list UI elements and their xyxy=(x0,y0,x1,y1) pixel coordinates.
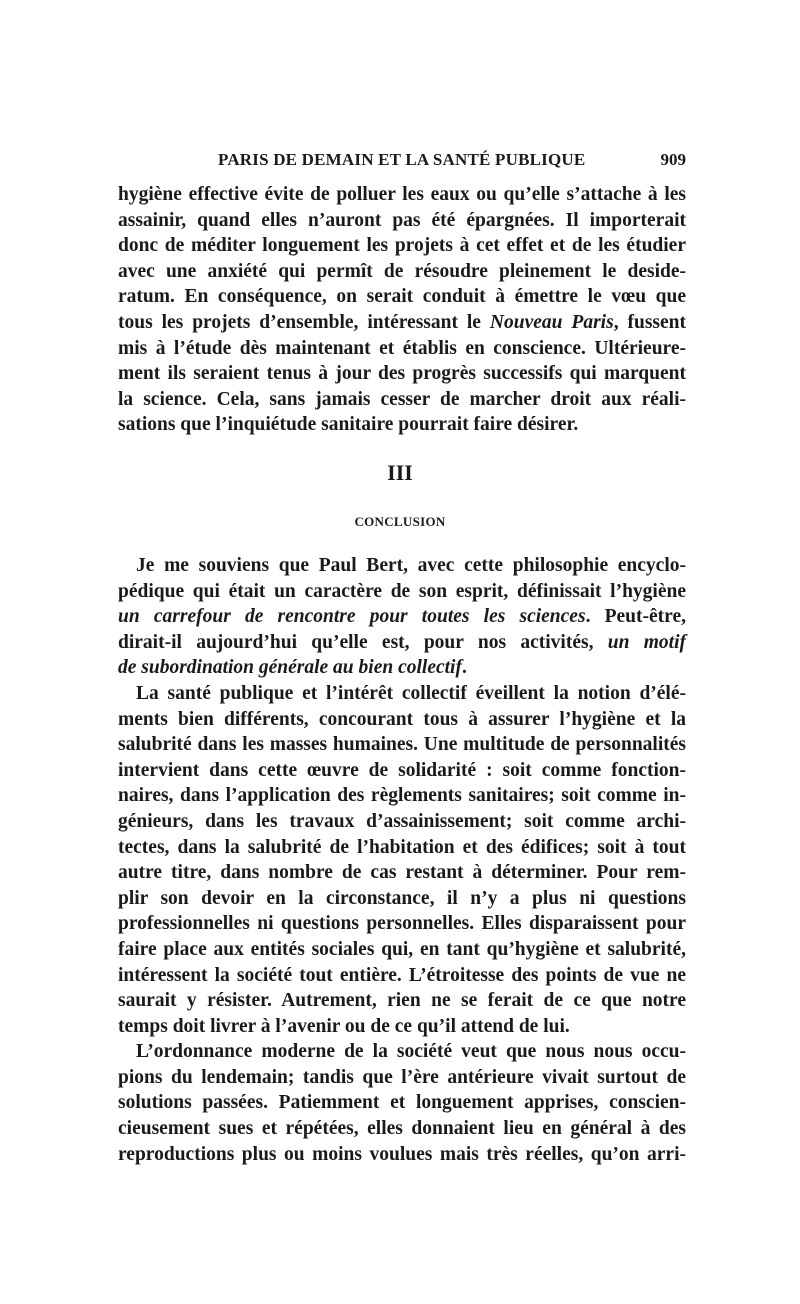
italic-phrase: un motif xyxy=(607,631,686,653)
section-number: III xyxy=(387,460,413,485)
italic-phrase: de subordination générale au bien collectif xyxy=(118,657,462,679)
body-paragraph-continued xyxy=(118,182,686,438)
text-line: intéressent la société tout entière. L’étroitesse des points de vue ne xyxy=(118,964,686,986)
text-line: donc de méditer longuement les projets à cet effet et de les étudier xyxy=(118,235,686,257)
text-line: la science. Cela, sans jamais cesser de marcher droit aux réali- xyxy=(118,388,686,410)
text-line: plir son devoir en la circonstance, il n’y a plus ni questions xyxy=(118,887,686,909)
text-line: hygiène effective évite de polluer les eaux ou qu’elle s’attache à les xyxy=(118,184,686,205)
text-line: génieurs, dans les travaux d’assainissement; soit comme archi- xyxy=(118,810,686,832)
text-line: pions du lendemain; tandis que l’ère antérieure vivait surtout de xyxy=(118,1066,686,1088)
text-line: ments bien différents, concourant tous à assurer l’hygiène et la xyxy=(118,708,686,730)
text-line: assainir, quand elles n’auront pas été épargnées. Il importerait xyxy=(118,209,686,231)
text-line: de subordination générale au bien collectif. xyxy=(118,657,467,679)
italic-phrase: un carrefour de rencontre pour toutes les sciences xyxy=(118,606,586,628)
text-line: naires, dans l’application des règlements sanitaires; soit comme in- xyxy=(118,785,686,807)
text-line: faire place aux entités sociales qui, en tant qu’hygiène et salubrité, xyxy=(118,938,686,960)
conclusion-text xyxy=(118,553,686,1167)
text-line: pédique qui était un caractère de son esprit, définissait l’hygiène xyxy=(118,580,686,602)
text-line: saurait y résister. Autrement, rien ne se ferait de ce que notre xyxy=(118,990,686,1012)
text-line: un carrefour de rencontre pour toutes les sciences. Peut-être, xyxy=(118,606,686,628)
text-line: ratum. En conséquence, on serait conduit à émettre le vœu que xyxy=(118,286,686,308)
italic-title: Nouveau Paris xyxy=(489,311,614,333)
page-header xyxy=(118,150,686,178)
text-line: dirait-il aujourd’hui qu’elle est, pour nos activités, un motif xyxy=(118,631,686,653)
running-title: PARIS DE DEMAIN ET LA SANTÉ PUBLIQUE xyxy=(218,150,586,169)
text-line: tectes, dans la salubrité de l’habitation et des édifices; soit à tout xyxy=(118,836,686,858)
text-line: professionnelles ni questions personnelles. Elles disparaissent pour xyxy=(118,913,686,935)
text-line: cieusement sues et répétées, elles donnaient lieu en général à des xyxy=(118,1118,686,1140)
text-line: avec une anxiété qui permît de résoudre pleinement le deside- xyxy=(118,260,686,282)
text-line: solutions passées. Patiemment et longuement apprises, conscien- xyxy=(118,1092,686,1114)
text-run: , fussent xyxy=(613,311,687,333)
text-line: sations que l’inquiétude sanitaire pourrait faire désirer. xyxy=(118,414,579,436)
text-line: mis à l’étude dès maintenant et établis en conscience. Ultérieure- xyxy=(118,337,686,359)
text-line xyxy=(118,310,686,336)
text-line: L’ordonnance moderne de la société veut que nous nous occu- xyxy=(136,1041,686,1063)
text-line: La santé publique et l’intérêt collectif éveillent la notion d’élé- xyxy=(136,682,686,704)
text-line: ment ils seraient tenus à jour des progrès successifs qui marquent xyxy=(118,363,686,385)
section-title: CONCLUSION xyxy=(354,514,446,529)
page-number: 909 xyxy=(660,150,686,169)
text-line: reproductions plus ou moins voulues mais très réelles, qu’on arri- xyxy=(118,1143,686,1165)
text-line: intervient dans cette œuvre de solidarité : soit comme fonction- xyxy=(118,759,686,781)
text-line: temps doit livrer à l’avenir ou de ce qu’il attend de lui. xyxy=(118,1015,570,1037)
text-run: tous les projets d’ensemble, intéressant le xyxy=(118,311,490,333)
text-line: salubrité dans les masses humaines. Une multitude de personnalités xyxy=(118,734,686,756)
text-line: Je me souviens que Paul Bert, avec cette philosophie encyclo- xyxy=(136,555,686,576)
text-line: autre titre, dans nombre de cas restant à déterminer. Pour rem- xyxy=(118,862,686,884)
